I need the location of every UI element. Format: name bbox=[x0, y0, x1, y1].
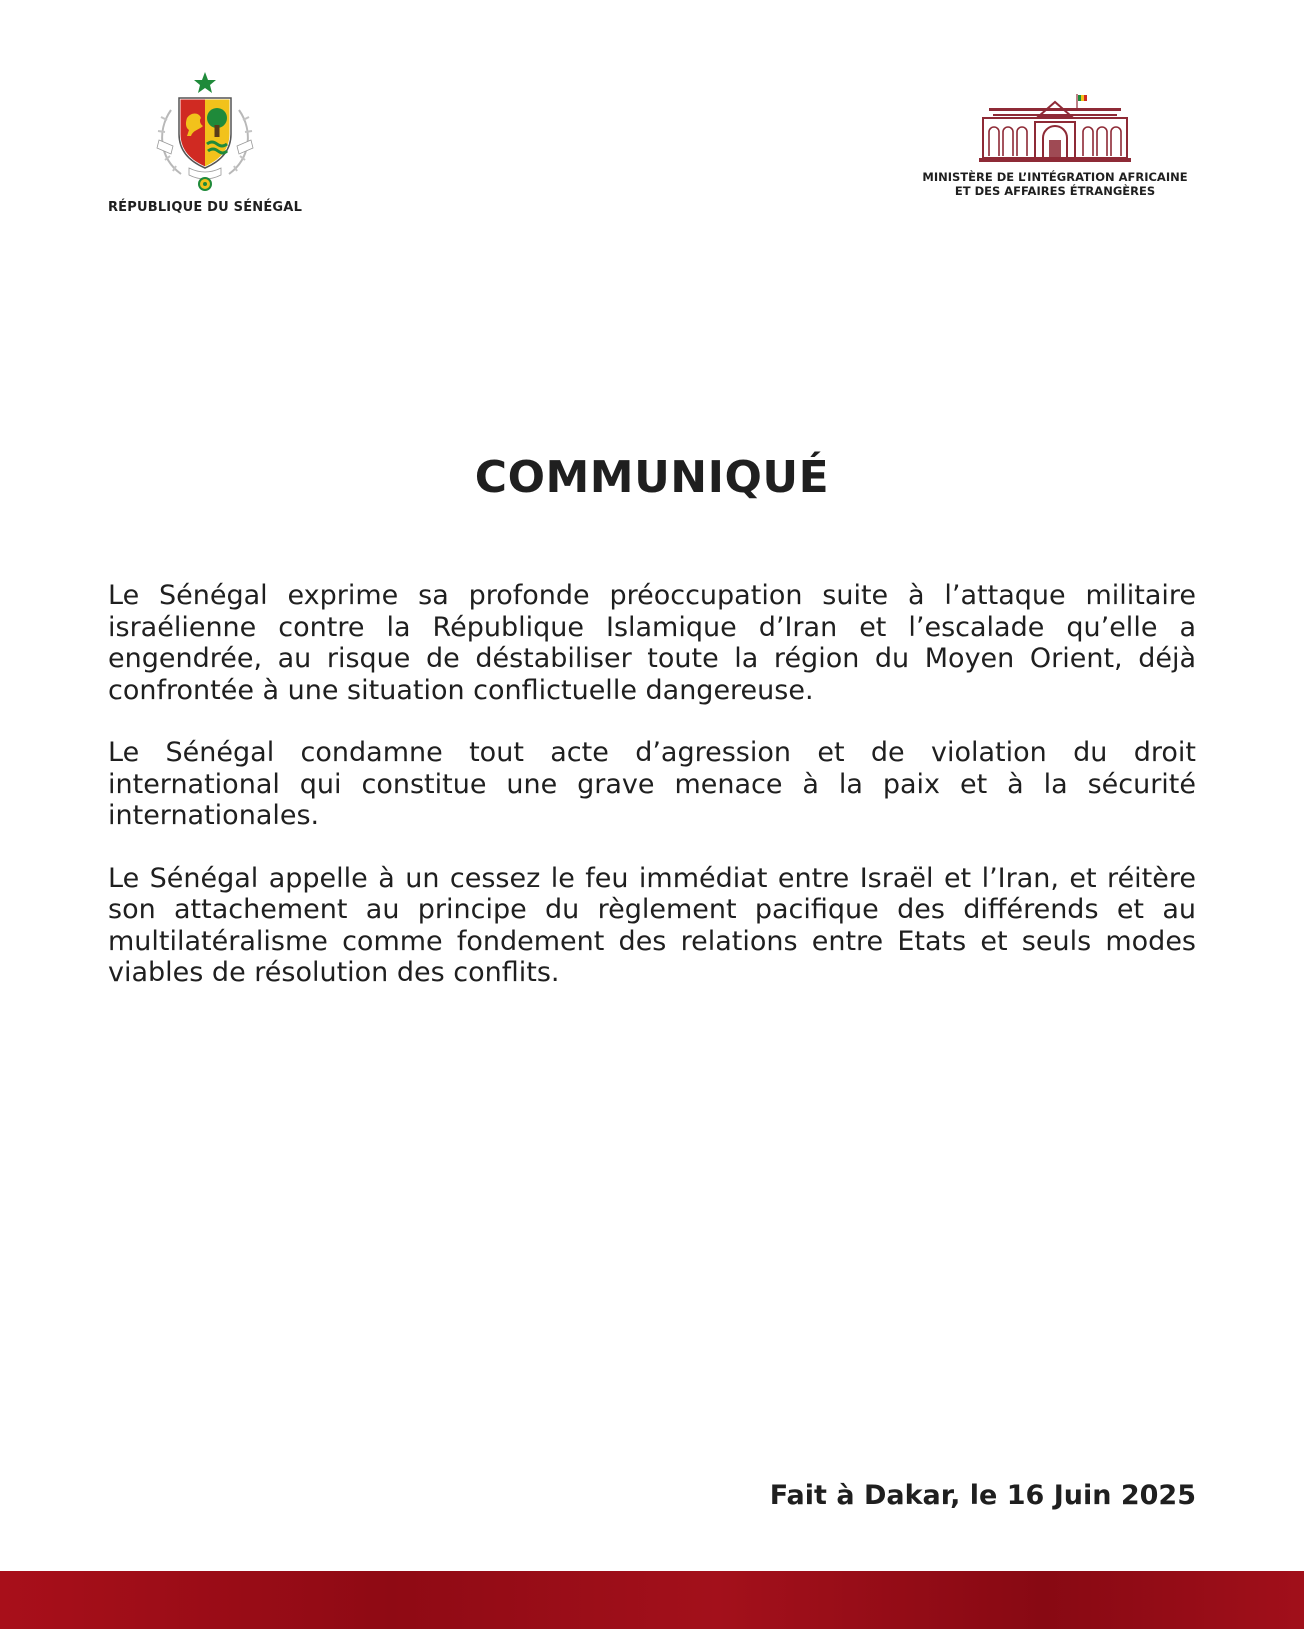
body-paragraph-2: Le Sénégal condamne tout acte d’agression et de violation du droit international qui constitue une grave menace à la paix et à la sécurité internationales. bbox=[108, 737, 1196, 831]
ministry-block bbox=[910, 92, 1200, 198]
document-body bbox=[108, 580, 1196, 1020]
ministry-name-line2: ET DES AFFAIRES ÉTRANGÈRES bbox=[954, 184, 1156, 198]
document-title: COMMUNIQUÉ bbox=[474, 452, 830, 503]
body-paragraph-1: Le Sénégal exprime sa profonde préoccupation suite à l’attaque militaire israélienne contre la République Islamique d’Iran et l’escalade qu’elle a engendrée, au risque de déstabiliser toute la région du Moyen Orient, déjà confrontée à une situation conflictuelle dangereuse. bbox=[108, 580, 1196, 706]
body-paragraph-3: Le Sénégal appelle à un cessez le feu immédiat entre Israël et l’Iran, et réitère son attachement au principe du règlement pacifique des différends et au multilatéralisme comme fondement des relations entre Etats et seuls modes viables de résolution des conflits. bbox=[108, 862, 1196, 988]
ministry-name-line1: MINISTÈRE DE L’INTÉGRATION AFRICAINE bbox=[922, 170, 1188, 184]
country-name: RÉPUBLIQUE DU SÉNÉGAL bbox=[107, 200, 303, 215]
footer-band bbox=[0, 1571, 1304, 1629]
senegal-coat-of-arms-icon bbox=[151, 70, 259, 192]
ministry-name bbox=[910, 170, 1200, 198]
signature-line: Fait à Dakar, le 16 Juin 2025 bbox=[769, 1480, 1196, 1511]
republic-emblem-block bbox=[100, 70, 310, 215]
ministry-building-icon bbox=[979, 92, 1131, 164]
